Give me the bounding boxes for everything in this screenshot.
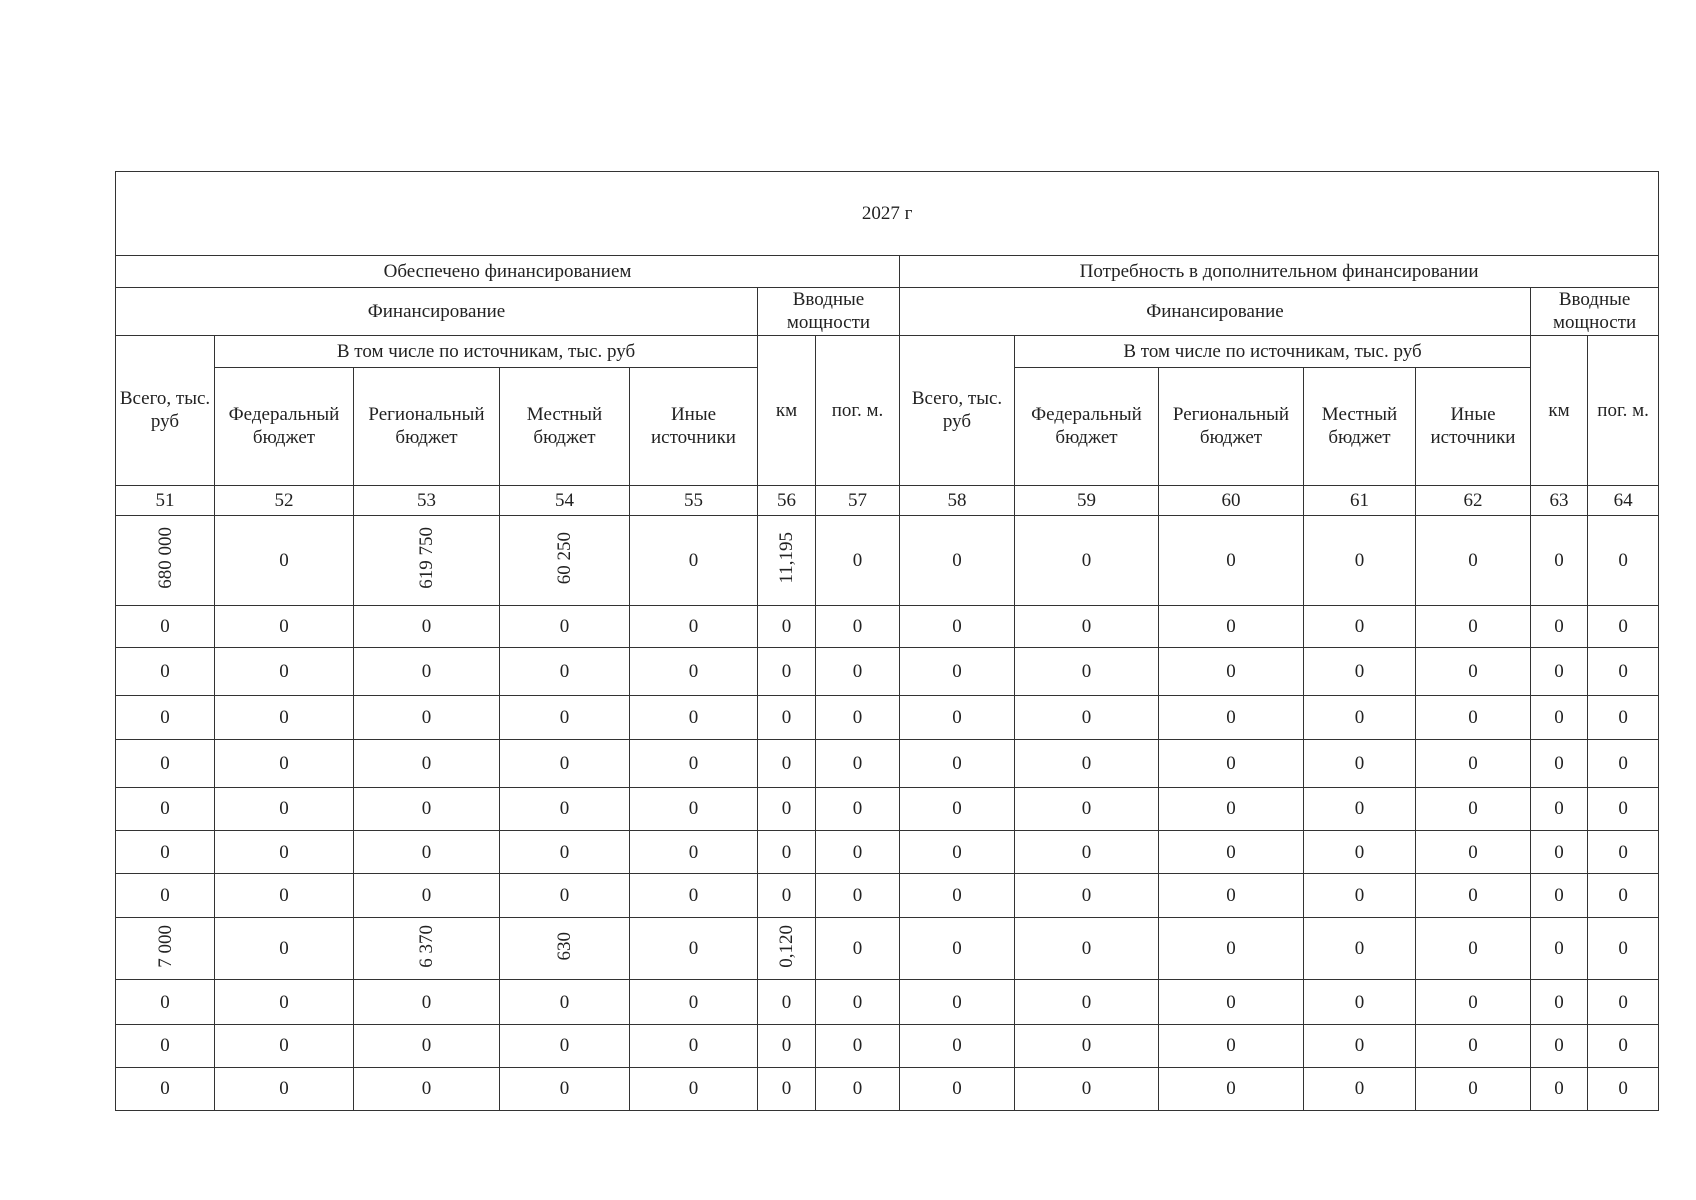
table-cell: 0 xyxy=(116,1024,215,1067)
table-cell: 0 xyxy=(215,1067,354,1110)
table-cell: 0 xyxy=(1588,695,1659,739)
table-row xyxy=(116,980,1659,1024)
rotated-cell-value: 7 000 xyxy=(154,924,176,968)
additional-regional-header: Региональный бюджет xyxy=(1159,367,1304,485)
table-cell: 0 xyxy=(116,831,215,874)
table-cell: 0 xyxy=(1588,739,1659,787)
table-cell: 0 xyxy=(1416,980,1531,1024)
table-cell: 0 xyxy=(116,606,215,648)
table-cell: 0 xyxy=(1304,980,1416,1024)
table-cell: 0 xyxy=(630,918,758,980)
table-cell: 0 xyxy=(354,1024,500,1067)
table-cell: 0 xyxy=(1531,831,1588,874)
table-cell: 0 xyxy=(500,787,630,830)
table-cell: 0 xyxy=(1588,648,1659,695)
table-cell xyxy=(116,516,215,606)
table-cell: 0 xyxy=(1015,831,1159,874)
table-cell: 0 xyxy=(1531,1024,1588,1067)
table-cell: 0 xyxy=(1304,1024,1416,1067)
table-cell: 0 xyxy=(354,648,500,695)
table-cell: 0 xyxy=(900,787,1015,830)
table-cell: 0 xyxy=(1416,918,1531,980)
column-number: 63 xyxy=(1531,485,1588,515)
table-cell: 0 xyxy=(215,1024,354,1067)
table-cell: 0 xyxy=(758,787,816,830)
table-row xyxy=(116,874,1659,918)
table-cell: 0 xyxy=(758,606,816,648)
table-cell: 0 xyxy=(215,874,354,918)
table-cell: 0 xyxy=(500,1024,630,1067)
table-cell: 0 xyxy=(816,739,900,787)
table-cell: 0 xyxy=(1416,831,1531,874)
table-row xyxy=(116,648,1659,695)
table-cell: 0 xyxy=(116,695,215,739)
table-cell: 0 xyxy=(1416,874,1531,918)
table-cell: 0 xyxy=(816,874,900,918)
table-cell: 0 xyxy=(1588,918,1659,980)
table-cell xyxy=(500,516,630,606)
table-cell: 0 xyxy=(215,918,354,980)
table-cell: 0 xyxy=(1159,918,1304,980)
table-cell: 0 xyxy=(116,739,215,787)
table-cell: 0 xyxy=(1015,739,1159,787)
table-cell: 0 xyxy=(630,648,758,695)
table-cell: 0 xyxy=(900,606,1015,648)
table-cell: 0 xyxy=(354,831,500,874)
table-cell: 0 xyxy=(1531,648,1588,695)
table-cell: 0 xyxy=(900,695,1015,739)
table-cell: 0 xyxy=(1015,648,1159,695)
table-cell: 0 xyxy=(816,831,900,874)
table-cell: 0 xyxy=(215,831,354,874)
rotated-cell-value: 60 250 xyxy=(554,531,575,584)
table-cell: 0 xyxy=(1159,606,1304,648)
table-cell: 0 xyxy=(215,648,354,695)
table-cell: 0 xyxy=(215,516,354,606)
column-number: 52 xyxy=(215,485,354,515)
column-number: 57 xyxy=(816,485,900,515)
table-cell: 0 xyxy=(1304,1067,1416,1110)
table-cell: 0 xyxy=(630,739,758,787)
column-number: 53 xyxy=(354,485,500,515)
additional-financing-subheader: Финансирование xyxy=(900,288,1531,335)
table-cell xyxy=(116,918,215,980)
table-cell: 0 xyxy=(816,516,900,606)
table-cell: 0 xyxy=(1531,787,1588,830)
table-cell: 0 xyxy=(1159,980,1304,1024)
additional-pog-m-header: пог. м. xyxy=(1588,335,1659,485)
table-row xyxy=(116,739,1659,787)
table-cell: 0 xyxy=(1531,980,1588,1024)
table-cell: 0 xyxy=(1588,874,1659,918)
table-cell: 0 xyxy=(354,695,500,739)
table-row xyxy=(116,787,1659,830)
table-cell: 0 xyxy=(215,787,354,830)
table-cell: 0 xyxy=(630,695,758,739)
table-cell: 0 xyxy=(900,831,1015,874)
table-cell: 0 xyxy=(1015,1067,1159,1110)
table-row xyxy=(116,516,1659,606)
table-cell: 0 xyxy=(1304,516,1416,606)
table-cell: 0 xyxy=(1531,606,1588,648)
additional-local-header: Местный бюджет xyxy=(1304,367,1416,485)
table-cell: 0 xyxy=(116,874,215,918)
table-cell: 0 xyxy=(900,516,1015,606)
table-cell: 0 xyxy=(354,739,500,787)
secured-federal-header: Федеральный бюджет xyxy=(215,367,354,485)
table-cell: 0 xyxy=(630,980,758,1024)
rotated-cell-value: 680 000 xyxy=(154,526,176,589)
table-cell: 0 xyxy=(116,648,215,695)
table-cell: 0 xyxy=(1416,695,1531,739)
column-number: 58 xyxy=(900,485,1015,515)
table-cell: 0 xyxy=(1159,787,1304,830)
additional-km-header: км xyxy=(1531,335,1588,485)
table-cell: 0 xyxy=(1416,1067,1531,1110)
table-cell: 0 xyxy=(116,1067,215,1110)
table-cell: 0 xyxy=(1416,648,1531,695)
table-cell: 0 xyxy=(630,606,758,648)
table-cell: 0 xyxy=(1531,874,1588,918)
table-cell: 0 xyxy=(816,606,900,648)
table-cell: 0 xyxy=(500,980,630,1024)
table-cell: 0 xyxy=(900,1024,1015,1067)
table-cell: 0 xyxy=(1588,1024,1659,1067)
table-cell: 0 xyxy=(1304,831,1416,874)
table-cell: 0 xyxy=(758,695,816,739)
table-cell: 0 xyxy=(758,874,816,918)
table-cell: 0 xyxy=(630,787,758,830)
secured-capacity-header: Вводные мощности xyxy=(758,288,900,335)
table-row xyxy=(116,1024,1659,1067)
column-number: 62 xyxy=(1416,485,1531,515)
rotated-cell-value: 0,120 xyxy=(776,924,797,968)
table-cell: 0 xyxy=(1304,787,1416,830)
table-cell: 0 xyxy=(900,980,1015,1024)
table-cell: 0 xyxy=(900,918,1015,980)
table-cell: 0 xyxy=(116,787,215,830)
secured-total-header: Всего, тыс. руб xyxy=(116,335,215,485)
table-cell: 0 xyxy=(1531,739,1588,787)
table-cell: 0 xyxy=(816,1067,900,1110)
table-cell: 0 xyxy=(1015,516,1159,606)
table-cell: 0 xyxy=(500,648,630,695)
additional-federal-header: Федеральный бюджет xyxy=(1015,367,1159,485)
table-row xyxy=(116,606,1659,648)
table-cell: 0 xyxy=(1015,980,1159,1024)
secured-pog-m-header: пог. м. xyxy=(816,335,900,485)
table-cell: 0 xyxy=(1015,874,1159,918)
table-cell: 0 xyxy=(758,1024,816,1067)
rotated-cell-value: 11,195 xyxy=(776,531,797,584)
table-cell: 0 xyxy=(1531,918,1588,980)
table-cell: 0 xyxy=(1531,1067,1588,1110)
column-number: 61 xyxy=(1304,485,1416,515)
table-row xyxy=(116,1067,1659,1110)
table-cell: 0 xyxy=(1304,648,1416,695)
table-cell: 0 xyxy=(215,980,354,1024)
rotated-cell-value: 630 xyxy=(554,931,575,961)
table-cell: 0 xyxy=(630,516,758,606)
secured-financing-header: Обеспечено финансированием xyxy=(116,256,900,288)
secured-regional-header: Региональный бюджет xyxy=(354,367,500,485)
table-cell: 0 xyxy=(816,980,900,1024)
table-cell: 0 xyxy=(116,980,215,1024)
table-cell: 0 xyxy=(354,980,500,1024)
table-cell: 0 xyxy=(354,787,500,830)
table-cell: 0 xyxy=(1531,695,1588,739)
rotated-cell-value: 619 750 xyxy=(416,526,437,589)
table-cell: 0 xyxy=(215,606,354,648)
table-cell: 0 xyxy=(1416,739,1531,787)
table-cell: 0 xyxy=(758,831,816,874)
additional-financing-header: Потребность в дополнительном финансировании xyxy=(900,256,1659,288)
table-cell: 0 xyxy=(1416,516,1531,606)
table-cell: 0 xyxy=(758,1067,816,1110)
table-cell: 0 xyxy=(758,648,816,695)
column-number: 60 xyxy=(1159,485,1304,515)
additional-total-header: Всего, тыс. руб xyxy=(900,335,1015,485)
column-number: 54 xyxy=(500,485,630,515)
table-cell: 0 xyxy=(816,918,900,980)
column-number: 51 xyxy=(116,485,215,515)
table-cell: 0 xyxy=(1588,787,1659,830)
secured-local-header: Местный бюджет xyxy=(500,367,630,485)
secured-km-header: км xyxy=(758,335,816,485)
rotated-cell-value: 6 370 xyxy=(416,924,437,968)
table-cell: 0 xyxy=(1015,1024,1159,1067)
table-cell xyxy=(354,516,500,606)
table-cell: 0 xyxy=(1588,1067,1659,1110)
table-cell: 0 xyxy=(500,1067,630,1110)
table-cell: 0 xyxy=(1159,1024,1304,1067)
table-cell: 0 xyxy=(900,1067,1015,1110)
table-cell: 0 xyxy=(1015,787,1159,830)
table-cell: 0 xyxy=(816,695,900,739)
additional-capacity-header: Вводные мощности xyxy=(1531,288,1659,335)
table-cell: 0 xyxy=(1531,516,1588,606)
table-cell xyxy=(758,918,816,980)
table-cell: 0 xyxy=(500,695,630,739)
table-cell: 0 xyxy=(1015,606,1159,648)
table-cell: 0 xyxy=(630,831,758,874)
table-cell: 0 xyxy=(1588,516,1659,606)
table-cell: 0 xyxy=(816,648,900,695)
year-header: 2027 г xyxy=(116,172,1659,256)
table-cell: 0 xyxy=(630,874,758,918)
table-cell: 0 xyxy=(630,1067,758,1110)
table-cell: 0 xyxy=(1588,980,1659,1024)
table-cell: 0 xyxy=(900,648,1015,695)
table-cell: 0 xyxy=(758,739,816,787)
table-cell: 0 xyxy=(1159,831,1304,874)
additional-other-header: Иные источники xyxy=(1416,367,1531,485)
secured-financing-subheader: Финансирование xyxy=(116,288,758,335)
table-cell: 0 xyxy=(1159,695,1304,739)
table-cell: 0 xyxy=(1588,606,1659,648)
table-row xyxy=(116,831,1659,874)
table-cell: 0 xyxy=(500,739,630,787)
table-cell: 0 xyxy=(1416,606,1531,648)
table-cell: 0 xyxy=(1304,695,1416,739)
table-cell: 0 xyxy=(500,831,630,874)
table-cell xyxy=(758,516,816,606)
table-cell: 0 xyxy=(900,874,1015,918)
column-number: 64 xyxy=(1588,485,1659,515)
table-cell: 0 xyxy=(900,739,1015,787)
table-cell xyxy=(354,918,500,980)
secured-other-header: Иные источники xyxy=(630,367,758,485)
table-cell: 0 xyxy=(758,980,816,1024)
table-cell: 0 xyxy=(215,695,354,739)
table-cell: 0 xyxy=(1416,1024,1531,1067)
table-cell: 0 xyxy=(500,874,630,918)
table-cell: 0 xyxy=(1015,695,1159,739)
table-row xyxy=(116,918,1659,980)
table-cell xyxy=(500,918,630,980)
table-cell: 0 xyxy=(1304,874,1416,918)
table-cell: 0 xyxy=(1159,516,1304,606)
column-number: 56 xyxy=(758,485,816,515)
table-cell: 0 xyxy=(630,1024,758,1067)
table-cell: 0 xyxy=(215,739,354,787)
financing-table xyxy=(115,171,1659,1111)
table-cell: 0 xyxy=(1015,918,1159,980)
table-cell: 0 xyxy=(1159,874,1304,918)
table-cell: 0 xyxy=(1416,787,1531,830)
table-cell: 0 xyxy=(1588,831,1659,874)
table-cell: 0 xyxy=(1159,1067,1304,1110)
table-cell: 0 xyxy=(816,787,900,830)
table-cell: 0 xyxy=(816,1024,900,1067)
table-cell: 0 xyxy=(354,1067,500,1110)
table-cell: 0 xyxy=(1304,739,1416,787)
table-cell: 0 xyxy=(1159,648,1304,695)
table-row xyxy=(116,695,1659,739)
table-cell: 0 xyxy=(1304,606,1416,648)
secured-by-sources-header: В том числе по источникам, тыс. руб xyxy=(215,335,758,367)
table-cell: 0 xyxy=(1304,918,1416,980)
table-cell: 0 xyxy=(354,606,500,648)
table-cell: 0 xyxy=(354,874,500,918)
additional-by-sources-header: В том числе по источникам, тыс. руб xyxy=(1015,335,1531,367)
column-number: 55 xyxy=(630,485,758,515)
column-number: 59 xyxy=(1015,485,1159,515)
table-cell: 0 xyxy=(1159,739,1304,787)
table-cell: 0 xyxy=(500,606,630,648)
